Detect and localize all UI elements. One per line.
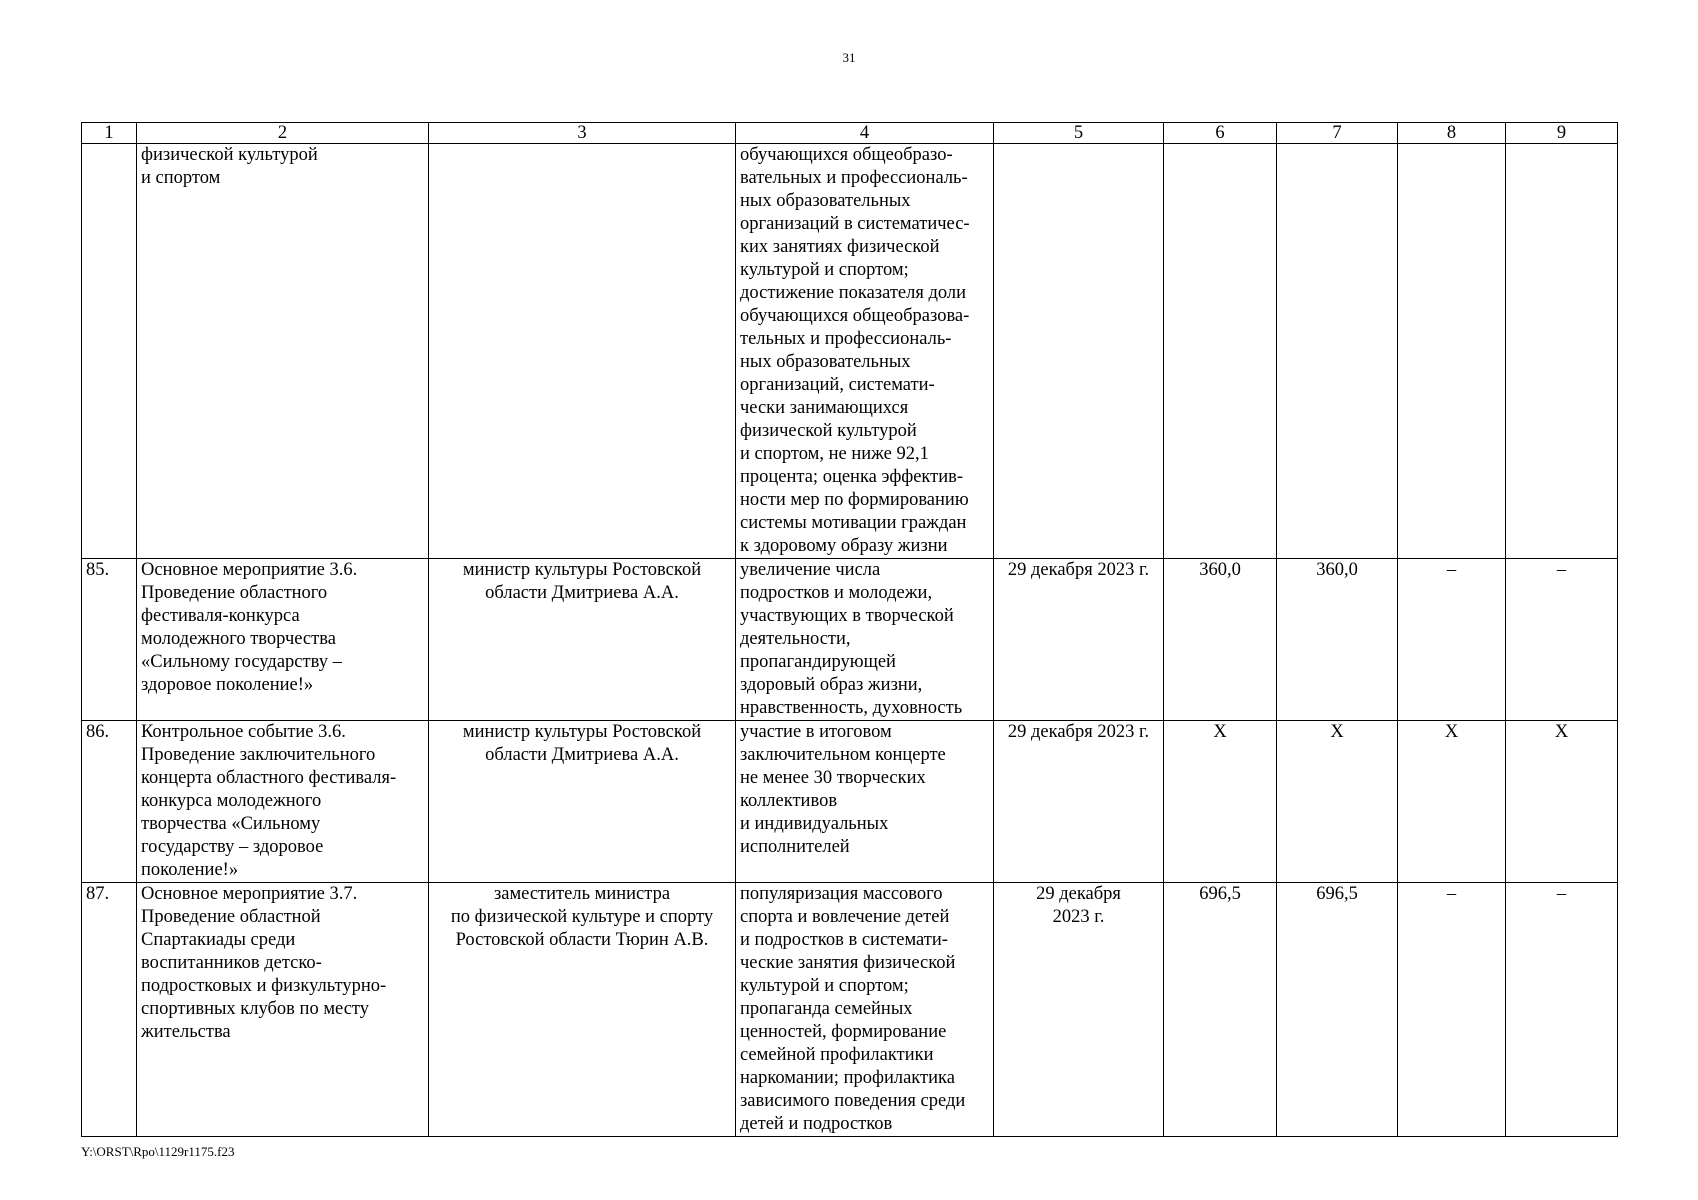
deadline-date: 29 декабря 2023 г. bbox=[994, 559, 1164, 721]
event-name: Контрольное событие 3.6. Проведение заключительного концерта областного фестиваля- конкурса молодежного творчества «Сильному государству – здоровое поколение!» bbox=[137, 721, 429, 883]
table-row bbox=[82, 883, 1618, 1137]
event-name: физической культурой и спортом bbox=[137, 144, 429, 559]
column-number-8: 8 bbox=[1398, 123, 1506, 144]
amount-col6 bbox=[1164, 144, 1277, 559]
amount-col8 bbox=[1398, 144, 1506, 559]
amount-col9 bbox=[1506, 144, 1618, 559]
amount-col6: Х bbox=[1164, 721, 1277, 883]
row-number bbox=[82, 144, 137, 559]
deadline-date bbox=[994, 144, 1164, 559]
amount-col9: – bbox=[1506, 559, 1618, 721]
amount-col8: – bbox=[1398, 559, 1506, 721]
responsible-person: министр культуры Ростовской области Дмитриева А.А. bbox=[429, 721, 736, 883]
amount-col7: 696,5 bbox=[1277, 883, 1398, 1137]
column-number-2: 2 bbox=[137, 123, 429, 144]
column-number-row bbox=[82, 123, 1618, 144]
amount-col7: Х bbox=[1277, 721, 1398, 883]
event-name: Основное мероприятие 3.7. Проведение областной Спартакиады среди воспитанников детско- подростковых и физкультурно- спортивных клубов по месту жительства bbox=[137, 883, 429, 1137]
amount-col8: – bbox=[1398, 883, 1506, 1137]
responsible-person bbox=[429, 144, 736, 559]
deadline-date: 29 декабря 2023 г. bbox=[994, 883, 1164, 1137]
amount-col6: 696,5 bbox=[1164, 883, 1277, 1137]
column-number-3: 3 bbox=[429, 123, 736, 144]
file-path-footer: Y:\ORST\Rpo\1129r1175.f23 bbox=[81, 1144, 235, 1159]
column-number-5: 5 bbox=[994, 123, 1164, 144]
deadline-date: 29 декабря 2023 г. bbox=[994, 721, 1164, 883]
amount-col7: 360,0 bbox=[1277, 559, 1398, 721]
amount-col9: Х bbox=[1506, 721, 1618, 883]
column-number-6: 6 bbox=[1164, 123, 1277, 144]
amount-col9: – bbox=[1506, 883, 1618, 1137]
row-number: 87. bbox=[82, 883, 137, 1137]
plan-table bbox=[81, 122, 1618, 1137]
column-number-1: 1 bbox=[82, 123, 137, 144]
column-number-7: 7 bbox=[1277, 123, 1398, 144]
expected-result: увеличение числа подростков и молодежи, участвующих в творческой деятельности, пропагандирующей здоровый образ жизни, нравственность, духовность bbox=[736, 559, 994, 721]
expected-result: популяризация массового спорта и вовлечение детей и подростков в системати- ческие занятия физической культурой и спортом; пропаганда семейных ценностей, формирование семейной профилактики наркомании; профилактика зависимого поведения среди детей и подростков bbox=[736, 883, 994, 1137]
row-number: 85. bbox=[82, 559, 137, 721]
page-number: 31 bbox=[842, 50, 856, 65]
expected-result: участие в итоговом заключительном концерте не менее 30 творческих коллективов и индивидуальных исполнителей bbox=[736, 721, 994, 883]
column-number-9: 9 bbox=[1506, 123, 1618, 144]
responsible-person: министр культуры Ростовской области Дмитриева А.А. bbox=[429, 559, 736, 721]
expected-result: обучающихся общеобразо- вательных и профессиональ- ных образовательных организаций в систематичес- ких занятиях физической культурой и спортом; достижение показателя доли обучающихся общеобразова- тельных и профессиональ- ных образовательных организаций, системати- чески занимающихся физической культурой и спортом, не ниже 92,1 процента; оценка эффектив- ности мер по формированию системы мотивации граждан к здоровому образу жизни bbox=[736, 144, 994, 559]
table-row bbox=[82, 559, 1618, 721]
amount-col7 bbox=[1277, 144, 1398, 559]
amount-col8: Х bbox=[1398, 721, 1506, 883]
row-number: 86. bbox=[82, 721, 137, 883]
table-row bbox=[82, 144, 1618, 559]
amount-col6: 360,0 bbox=[1164, 559, 1277, 721]
responsible-person: заместитель министра по физической культуре и спорту Ростовской области Тюрин А.В. bbox=[429, 883, 736, 1137]
table-row bbox=[82, 721, 1618, 883]
event-name: Основное мероприятие 3.6. Проведение областного фестиваля-конкурса молодежного творчества «Сильному государству – здоровое поколение!» bbox=[137, 559, 429, 721]
column-number-4: 4 bbox=[736, 123, 994, 144]
